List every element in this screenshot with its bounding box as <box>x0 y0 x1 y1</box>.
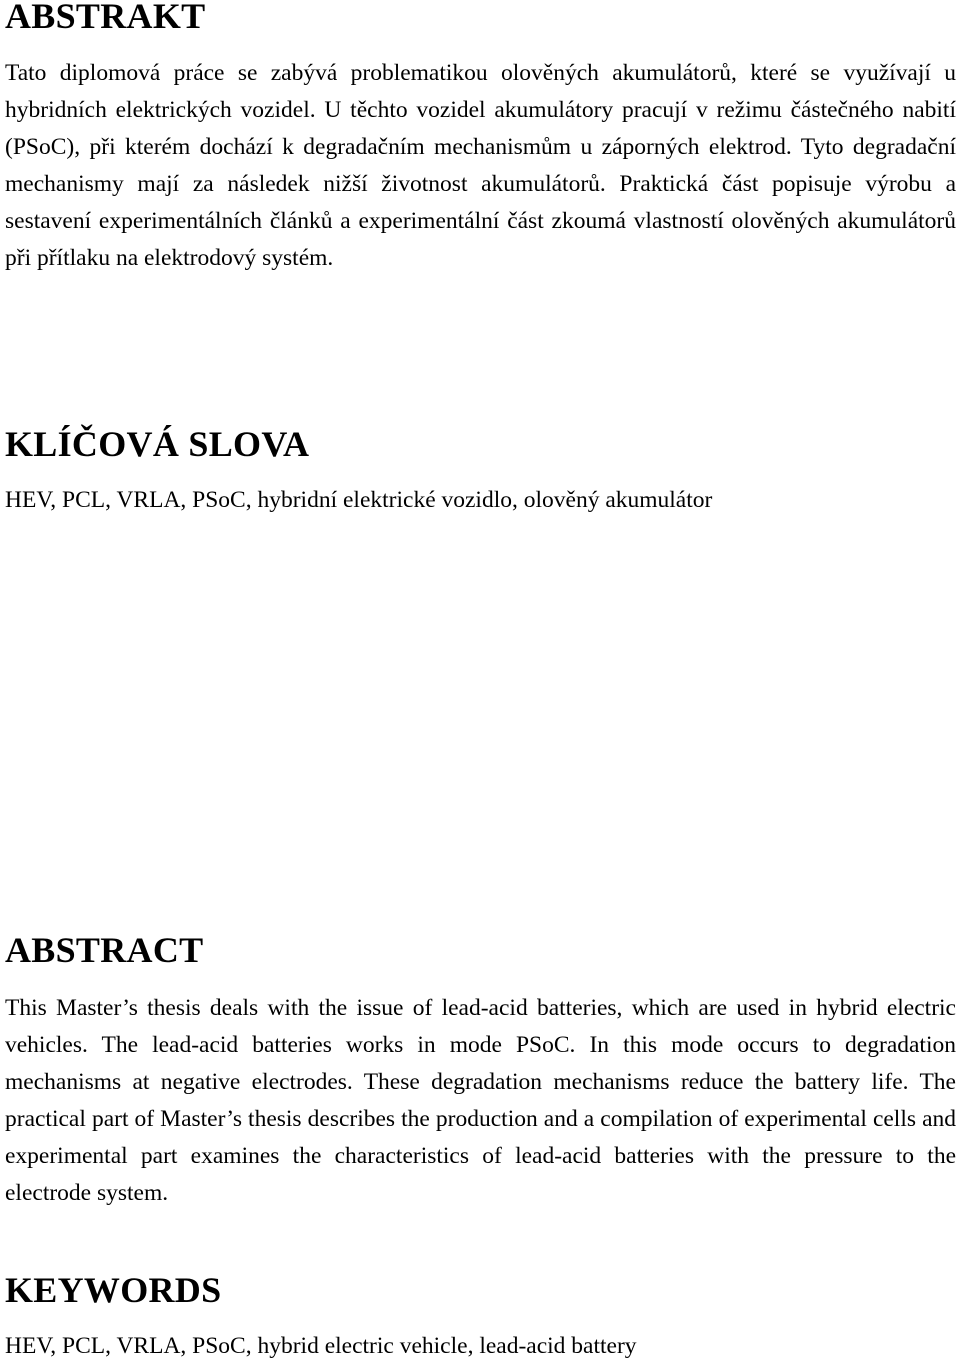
klicova-slova-heading: KLÍČOVÁ SLOVA <box>5 424 310 464</box>
klicova-slova-paragraph: HEV, PCL, VRLA, PSoC, hybridní elektrické vozidlo, olověný akumulátor <box>5 487 713 513</box>
keywords-paragraph: HEV, PCL, VRLA, PSoC, hybrid electric vehicle, lead-acid battery <box>5 1333 637 1359</box>
keywords-heading: KEYWORDS <box>5 1270 222 1310</box>
abstract-heading: ABSTRACT <box>5 930 204 970</box>
abstract-paragraph: This Master’s thesis deals with the issue of lead-acid batteries, which are used in hybrid electric vehicles. The lead-acid batteries works in mode PSoC. In this mode occurs to degradation mechanisms at negative electrodes. These degradation mechanisms reduce the battery life. The practical part of Master’s thesis describes the production and a compilation of experimental cells and experimental part examines the characteristics of lead-acid batteries with the pressure to the electrode system. <box>5 995 956 1206</box>
abstrakt-heading: ABSTRAKT <box>5 0 206 36</box>
abstrakt-paragraph: Tato diplomová práce se zabývá problematikou olověných akumulátorů, které se využívají u hybridních elektrických vozidel. U těchto vozidel akumulátory pracují v režimu částečného nabití (PSoC), při kterém dochází k degradačním mechanismům u záporných elektrod. Tyto degradační mechanismy mají za následek nižší životnost akumulátorů. Praktická část popisuje výrobu a sestavení experimentálních článků a experimentální část zkoumá vlastností olověných akumulátorů při přítlaku na elektrodový systém. <box>5 60 956 271</box>
